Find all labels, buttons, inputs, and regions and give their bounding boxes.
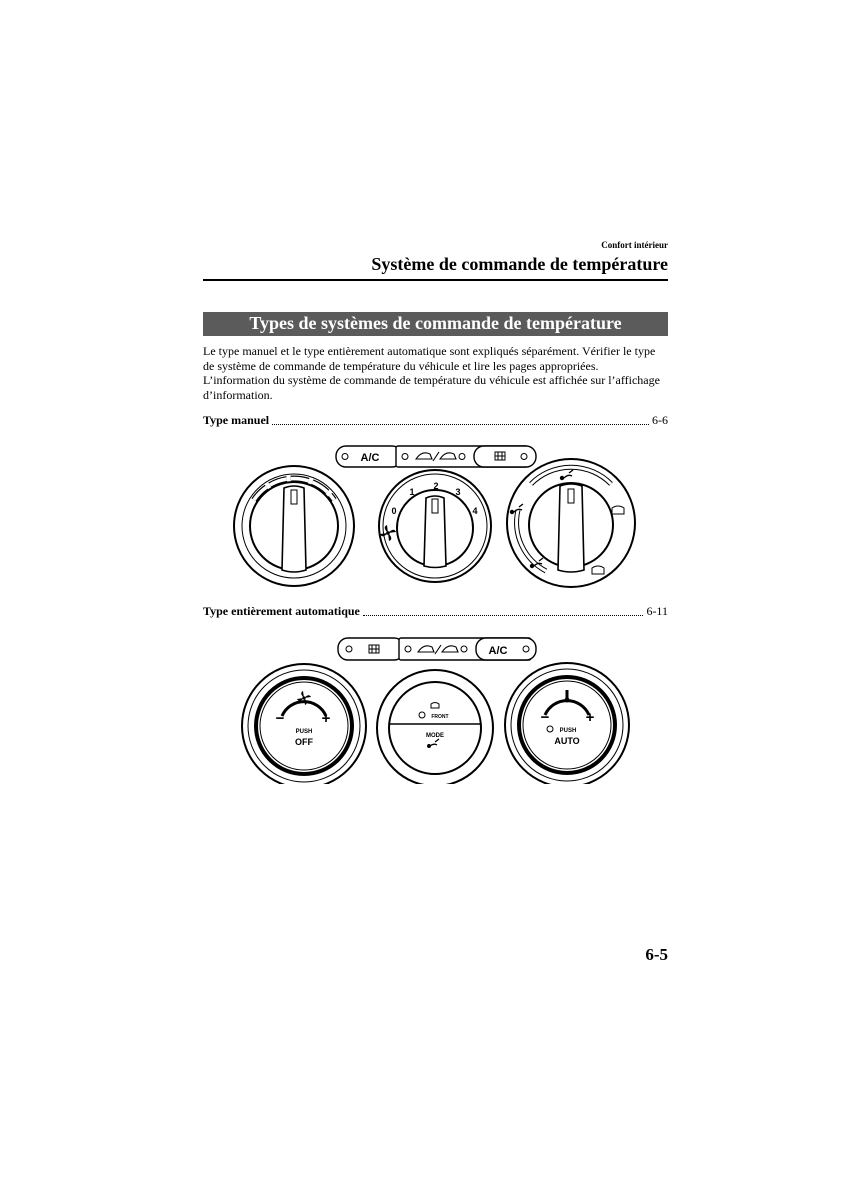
temperature-dial	[505, 663, 629, 784]
toc-entry-automatic[interactable]	[203, 604, 668, 619]
push-label: PUSH	[295, 729, 313, 735]
toc-label: Type entièrement automatique	[203, 604, 360, 618]
toc-leader	[363, 615, 644, 616]
section-label: Confort intérieur	[601, 240, 668, 250]
fan-speed-0: 0	[391, 506, 397, 516]
automatic-button-strip	[338, 638, 536, 660]
push-label: PUSH	[559, 728, 577, 734]
front-label: FRONT	[431, 714, 449, 720]
section-banner: Types de systèmes de commande de température	[203, 312, 668, 336]
toc-entry-manual[interactable]	[203, 413, 668, 428]
manual-button-strip	[336, 446, 536, 467]
fan-speed-3: 3	[455, 487, 461, 497]
fan-speed-1: 1	[409, 487, 415, 497]
mode-label: MODE	[426, 733, 444, 739]
intro-paragraph: Le type manuel et le type entièrement automatique sont expliqués séparément. Vérifier le type de système de commande de température du véhicule et lire les pages appropriées. L’information du système de commande de température du véhicule est affichée sur l’affichage d’information.	[203, 344, 660, 402]
fan-speed-knob	[379, 470, 491, 582]
auto-label: AUTO	[554, 736, 580, 746]
manual-control-panel-illustration	[228, 440, 642, 595]
page-number: 6-5	[645, 945, 668, 964]
toc-label: Type manuel	[203, 413, 270, 427]
fan-control-dial	[242, 664, 366, 784]
fan-speed-2: 2	[433, 481, 439, 491]
toc-page: 6-6	[652, 413, 668, 427]
temperature-knob	[234, 466, 354, 586]
automatic-control-panel-illustration	[228, 634, 642, 784]
ac-button-label: A/C	[488, 645, 508, 657]
fan-speed-4: 4	[472, 506, 478, 516]
minus-symbol: −	[275, 710, 285, 727]
toc-page: 6-11	[646, 604, 668, 618]
mode-knob	[507, 459, 635, 587]
toc-leader	[272, 424, 649, 425]
page-title: Système de commande de température	[371, 254, 668, 274]
plus-symbol: +	[321, 710, 331, 727]
minus-symbol: −	[540, 709, 550, 726]
title-rule	[203, 279, 668, 281]
ac-button-label: A/C	[360, 452, 380, 464]
off-label: OFF	[295, 737, 313, 747]
plus-symbol: +	[585, 709, 595, 726]
defrost-mode-dial	[377, 670, 493, 784]
